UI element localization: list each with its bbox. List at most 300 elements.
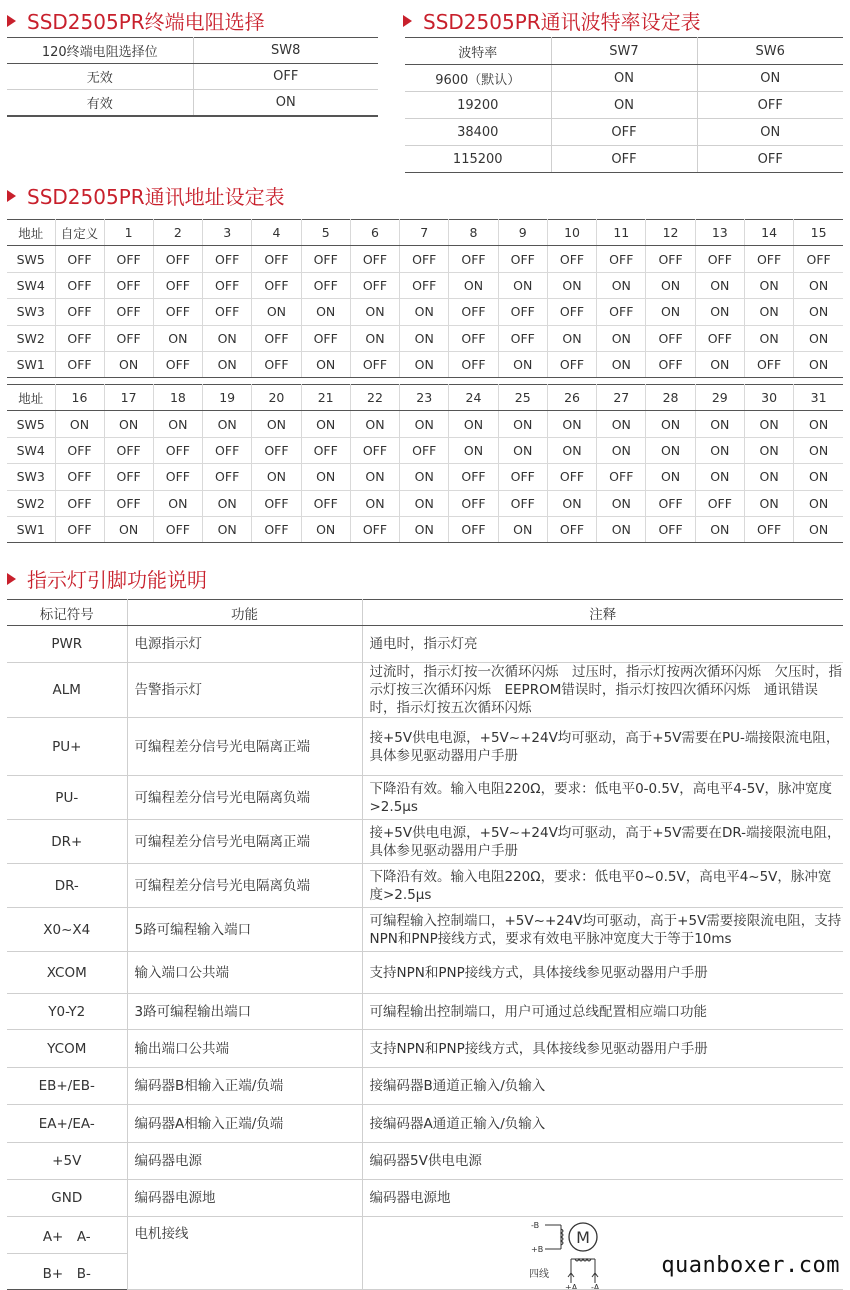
switch-state: ON [203,325,252,351]
switch-state: OFF [153,246,202,272]
pin-function-table [7,599,843,1290]
pin-function: 输出端口公共端 [127,1030,362,1068]
motor-diagram-icon [513,1219,653,1290]
pin-note: 编码器5V供电电源 [362,1143,843,1180]
switch-state: OFF [350,272,399,298]
switch-row [7,411,843,437]
switch-state: OFF [449,490,498,516]
switch-label: SW1 [7,351,55,377]
switch-state: ON [744,464,793,490]
switch-state: ON [794,325,843,351]
switch-state: OFF [695,246,744,272]
switch-state: ON [695,351,744,377]
switch-state: OFF [350,351,399,377]
switch-state: ON [551,65,697,92]
switch-state: ON [547,272,596,298]
address-number: 27 [597,385,646,411]
switch-state: OFF [153,464,202,490]
switch-state: ON [203,490,252,516]
address-number: 自定义 [55,220,104,246]
switch-state: ON [794,351,843,377]
pin-row [7,820,843,864]
switch-state: ON [203,351,252,377]
pin-row [7,1143,843,1180]
switch-state: OFF [193,64,378,90]
switch-state: ON [350,299,399,325]
switch-state: OFF [203,299,252,325]
switch-state: OFF [400,246,449,272]
switch-state: OFF [744,516,793,542]
switch-state: OFF [153,351,202,377]
pin-note: 通电时，指示灯亮 [362,626,843,663]
column-header: SW8 [193,38,378,64]
switch-state: OFF [597,299,646,325]
svg-text:-B: -B [530,1221,539,1230]
address-number: 20 [252,385,301,411]
pin-row [7,952,843,994]
switch-state: OFF [153,299,202,325]
address-table-1 [7,219,843,378]
switch-state: OFF [400,272,449,298]
switch-state: ON [55,411,104,437]
pin-function: 告警指示灯 [127,663,362,718]
address-number: 25 [498,385,547,411]
switch-state: OFF [153,272,202,298]
switch-state: OFF [55,325,104,351]
switch-state: ON [597,325,646,351]
switch-row [7,299,843,325]
switch-state: ON [597,516,646,542]
switch-row [7,464,843,490]
switch-state: ON [400,299,449,325]
pin-symbol: EA+/EA- [7,1105,127,1143]
column-header: 标记符号 [7,600,127,626]
switch-state: OFF [153,516,202,542]
pin-function: 编码器B相输入正端/负端 [127,1068,362,1105]
pin-row [7,1068,843,1105]
switch-state: OFF [695,490,744,516]
switch-state: OFF [301,272,350,298]
pin-row [7,776,843,820]
red-triangle-icon [7,573,16,585]
table-row [405,92,843,119]
column-header: SW6 [697,38,843,65]
switch-state: ON [794,464,843,490]
table-row [405,119,843,146]
address-number: 2 [153,220,202,246]
baud-rate-value: 9600（默认） [405,65,551,92]
switch-state: ON [350,490,399,516]
switch-state: OFF [498,325,547,351]
table-header-row [7,38,378,64]
switch-state: ON [695,516,744,542]
switch-state: OFF [449,351,498,377]
switch-state: ON [695,272,744,298]
switch-state: OFF [498,464,547,490]
table-header-row [405,38,843,65]
switch-state: OFF [203,246,252,272]
switch-state: ON [301,351,350,377]
red-triangle-icon [403,15,412,27]
switch-state: ON [551,92,697,119]
switch-state: OFF [104,246,153,272]
switch-state: OFF [252,246,301,272]
address-number: 4 [252,220,301,246]
pin-symbol: Y0-Y2 [7,994,127,1030]
switch-state: OFF [350,437,399,463]
pin-row [7,994,843,1030]
switch-state: ON [400,411,449,437]
switch-state: ON [646,272,695,298]
switch-state: ON [153,325,202,351]
switch-state: OFF [55,272,104,298]
switch-state: OFF [203,464,252,490]
address-number: 12 [646,220,695,246]
pin-note: 接+5V供电电源，+5V~+24V均可驱动，高于+5V需要在PU-端接限流电阻，具体参见驱动器用户手册 [362,718,843,776]
switch-state: OFF [252,351,301,377]
section-title-text: SSD2505PR通讯波特率设定表 [423,10,701,34]
switch-row [7,246,843,272]
switch-state: OFF [252,437,301,463]
switch-state: OFF [697,146,843,173]
switch-label: SW5 [7,246,55,272]
switch-state: OFF [203,272,252,298]
pin-function: 编码器电源 [127,1143,362,1180]
switch-state: ON [794,437,843,463]
section-title-address [7,181,285,210]
switch-label: SW4 [7,437,55,463]
address-label: 地址 [7,385,55,411]
switch-state: ON [252,464,301,490]
switch-state: ON [350,325,399,351]
pin-function: 可编程差分信号光电隔离负端 [127,776,362,820]
switch-state: OFF [449,464,498,490]
address-number: 11 [597,220,646,246]
svg-text:+A: +A [564,1283,577,1290]
address-number: 26 [547,385,596,411]
column-header: 功能 [127,600,362,626]
switch-state: ON [695,299,744,325]
switch-state: ON [153,490,202,516]
pin-symbol: DR+ [7,820,127,864]
switch-state: ON [646,411,695,437]
switch-state: ON [301,411,350,437]
address-number: 22 [350,385,399,411]
switch-state: OFF [498,490,547,516]
pin-note: 可编程输出控制端口，用户可通过总线配置相应端口功能 [362,994,843,1030]
switch-state: ON [350,464,399,490]
switch-state: ON [252,299,301,325]
address-number: 5 [301,220,350,246]
switch-state: OFF [55,437,104,463]
switch-state: ON [301,464,350,490]
pin-note: 下降沿有效。输入电阻220Ω，要求：低电平0-0.5V，高电平4-5V，脉冲宽度>2.5μs [362,776,843,820]
switch-state: OFF [104,299,153,325]
svg-text:+B: +B [530,1245,543,1254]
pin-row [7,718,843,776]
switch-state: OFF [547,464,596,490]
switch-state: ON [252,411,301,437]
switch-label: SW4 [7,272,55,298]
switch-state: ON [400,516,449,542]
switch-state: OFF [252,516,301,542]
pin-symbol: GND [7,1180,127,1217]
switch-state: OFF [203,437,252,463]
pin-symbol: +5V [7,1143,127,1180]
section-title-text: SSD2505PR通讯地址设定表 [27,185,285,209]
address-number: 14 [744,220,793,246]
switch-state: OFF [104,272,153,298]
address-number: 28 [646,385,695,411]
switch-state: ON [597,437,646,463]
section-title-text: SSD2505PR终端电阻选择 [27,10,265,34]
switch-state: OFF [551,119,697,146]
pin-symbol: YCOM [7,1030,127,1068]
switch-state: OFF [646,516,695,542]
switch-state: ON [153,411,202,437]
switch-state: OFF [744,246,793,272]
switch-state: OFF [498,246,547,272]
switch-state: ON [597,490,646,516]
switch-state: OFF [547,246,596,272]
pin-function: 编码器A相输入正端/负端 [127,1105,362,1143]
pin-function: 编码器电源地 [127,1180,362,1217]
address-number: 23 [400,385,449,411]
switch-state: OFF [400,437,449,463]
table-row [7,64,378,90]
pin-symbol: XCOM [7,952,127,994]
baud-rate-value: 19200 [405,92,551,119]
pin-function: 可编程差分信号光电隔离正端 [127,718,362,776]
address-table-2 [7,384,843,543]
baud-rate-value: 115200 [405,146,551,173]
switch-state: ON [794,272,843,298]
pin-note: 编码器电源地 [362,1180,843,1217]
pin-symbol: PU- [7,776,127,820]
switch-state: OFF [104,437,153,463]
switch-state: OFF [646,490,695,516]
switch-label: SW3 [7,464,55,490]
address-number: 29 [695,385,744,411]
pin-symbol: X0~X4 [7,908,127,952]
switch-row [7,351,843,377]
switch-state: ON [597,411,646,437]
switch-state: ON [547,437,596,463]
address-number: 10 [547,220,596,246]
switch-state: ON [794,299,843,325]
pin-function: 电源指示灯 [127,626,362,663]
switch-state: ON [203,411,252,437]
table-row [405,65,843,92]
switch-state: OFF [301,437,350,463]
switch-state: OFF [498,299,547,325]
switch-state: OFF [597,246,646,272]
address-number: 16 [55,385,104,411]
switch-state: ON [301,299,350,325]
switch-state: ON [744,411,793,437]
switch-state: OFF [646,351,695,377]
switch-state: ON [301,516,350,542]
motor-label-a: A+ A- [7,1217,127,1254]
pin-row [7,1105,843,1143]
pin-row [7,626,843,663]
watermark: quanboxer.com [661,1253,840,1278]
row-label: 有效 [7,90,193,116]
section-title-termination [7,6,265,35]
pin-symbol: PWR [7,626,127,663]
switch-label: SW2 [7,325,55,351]
pin-note: 过流时，指示灯按一次循环闪烁 过压时，指示灯按两次循环闪烁 欠压时，指示灯按三次循环闪烁 EEPROM错误时，指示灯按四次循环闪烁 通讯错误时，指示灯按五次循环闪烁 [362,663,843,718]
switch-state: ON [547,325,596,351]
address-number: 19 [203,385,252,411]
termination-table [7,37,378,116]
address-number: 1 [104,220,153,246]
switch-state: OFF [449,325,498,351]
switch-state: ON [498,272,547,298]
switch-state: ON [400,351,449,377]
svg-text:四线: 四线 [528,1269,549,1280]
switch-state: OFF [252,272,301,298]
section-title-baud [403,6,701,35]
switch-state: OFF [104,490,153,516]
switch-row [7,516,843,542]
switch-state: ON [104,516,153,542]
switch-state: ON [547,490,596,516]
table-header-row [7,600,843,626]
switch-state: ON [498,437,547,463]
switch-state: ON [400,490,449,516]
switch-state: ON [449,437,498,463]
column-header: SW7 [551,38,697,65]
switch-state: ON [104,411,153,437]
pin-symbol: EB+/EB- [7,1068,127,1105]
switch-state: ON [646,464,695,490]
switch-state: OFF [55,464,104,490]
switch-state: OFF [449,516,498,542]
switch-state: OFF [252,325,301,351]
switch-state: ON [794,411,843,437]
switch-state: ON [193,90,378,116]
switch-state: OFF [55,299,104,325]
pin-function: 输入端口公共端 [127,952,362,994]
pin-function: 可编程差分信号光电隔离正端 [127,820,362,864]
switch-state: ON [498,516,547,542]
pin-function: 可编程差分信号光电隔离负端 [127,864,362,908]
column-header: 注释 [362,600,843,626]
switch-state: ON [744,490,793,516]
switch-state: OFF [55,516,104,542]
switch-state: OFF [695,325,744,351]
switch-state: ON [400,464,449,490]
address-header-row [7,220,843,246]
switch-state: OFF [646,246,695,272]
switch-state: ON [350,411,399,437]
pin-symbol: ALM [7,663,127,718]
section-title-pins [7,564,207,593]
switch-state: OFF [153,437,202,463]
switch-state: ON [597,272,646,298]
pin-row [7,908,843,952]
address-label: 地址 [7,220,55,246]
pin-function: 5路可编程输入端口 [127,908,362,952]
pin-row [7,663,843,718]
switch-state: ON [695,437,744,463]
address-number: 21 [301,385,350,411]
switch-state: OFF [301,490,350,516]
switch-state: ON [794,490,843,516]
table-row [7,90,378,116]
column-header: 120终端电阻选择位 [7,38,193,64]
pin-symbol: PU+ [7,718,127,776]
switch-state: ON [203,516,252,542]
switch-row [7,272,843,298]
address-number: 6 [350,220,399,246]
red-triangle-icon [7,190,16,202]
pin-note: 可编程输入控制端口，+5V~+24V均可驱动，高于+5V需要接限流电阻，支持NPN和PNP接线方式，要求有效电平脉冲宽度大于等于10ms [362,908,843,952]
switch-state: OFF [597,464,646,490]
address-number: 18 [153,385,202,411]
switch-state: ON [695,411,744,437]
pin-note: 支持NPN和PNP接线方式，具体接线参见驱动器用户手册 [362,952,843,994]
motor-function: 电机接线 [127,1217,362,1290]
switch-state: ON [744,272,793,298]
motor-label-b: B+ B- [7,1254,127,1290]
switch-state: ON [547,411,596,437]
switch-state: ON [646,437,695,463]
address-number: 24 [449,385,498,411]
address-number: 13 [695,220,744,246]
switch-state: OFF [547,299,596,325]
table-row [405,146,843,173]
switch-state: ON [744,437,793,463]
pin-row [7,1030,843,1068]
switch-state: ON [697,65,843,92]
termination-table-bottom-rule [7,116,378,117]
row-label: 无效 [7,64,193,90]
switch-state: OFF [449,246,498,272]
pin-row [7,1180,843,1217]
switch-label: SW3 [7,299,55,325]
pin-note: 接编码器A通道正输入/负输入 [362,1105,843,1143]
address-number: 9 [498,220,547,246]
switch-state: OFF [104,325,153,351]
svg-text:M: M [575,1228,590,1247]
switch-state: ON [498,411,547,437]
switch-state: OFF [301,325,350,351]
switch-row [7,490,843,516]
switch-state: OFF [697,92,843,119]
switch-label: SW2 [7,490,55,516]
pin-symbol: DR- [7,864,127,908]
switch-state: OFF [547,516,596,542]
address-number: 8 [449,220,498,246]
address-number: 15 [794,220,843,246]
address-number: 30 [744,385,793,411]
switch-state: OFF [104,464,153,490]
switch-state: OFF [55,351,104,377]
switch-state: ON [744,299,793,325]
address-number: 7 [400,220,449,246]
pin-note: 接+5V供电电源，+5V~+24V均可驱动，高于+5V需要在DR-端接限流电阻，具体参见驱动器用户手册 [362,820,843,864]
switch-state: ON [449,411,498,437]
switch-label: SW1 [7,516,55,542]
section-title-text: 指示灯引脚功能说明 [27,568,207,592]
switch-state: ON [400,325,449,351]
switch-state: OFF [449,299,498,325]
pin-row [7,864,843,908]
switch-state: ON [597,351,646,377]
pin-note: 下降沿有效。输入电阻220Ω，要求：低电平0~0.5V，高电平4~5V，脉冲宽度>2.5μs [362,864,843,908]
